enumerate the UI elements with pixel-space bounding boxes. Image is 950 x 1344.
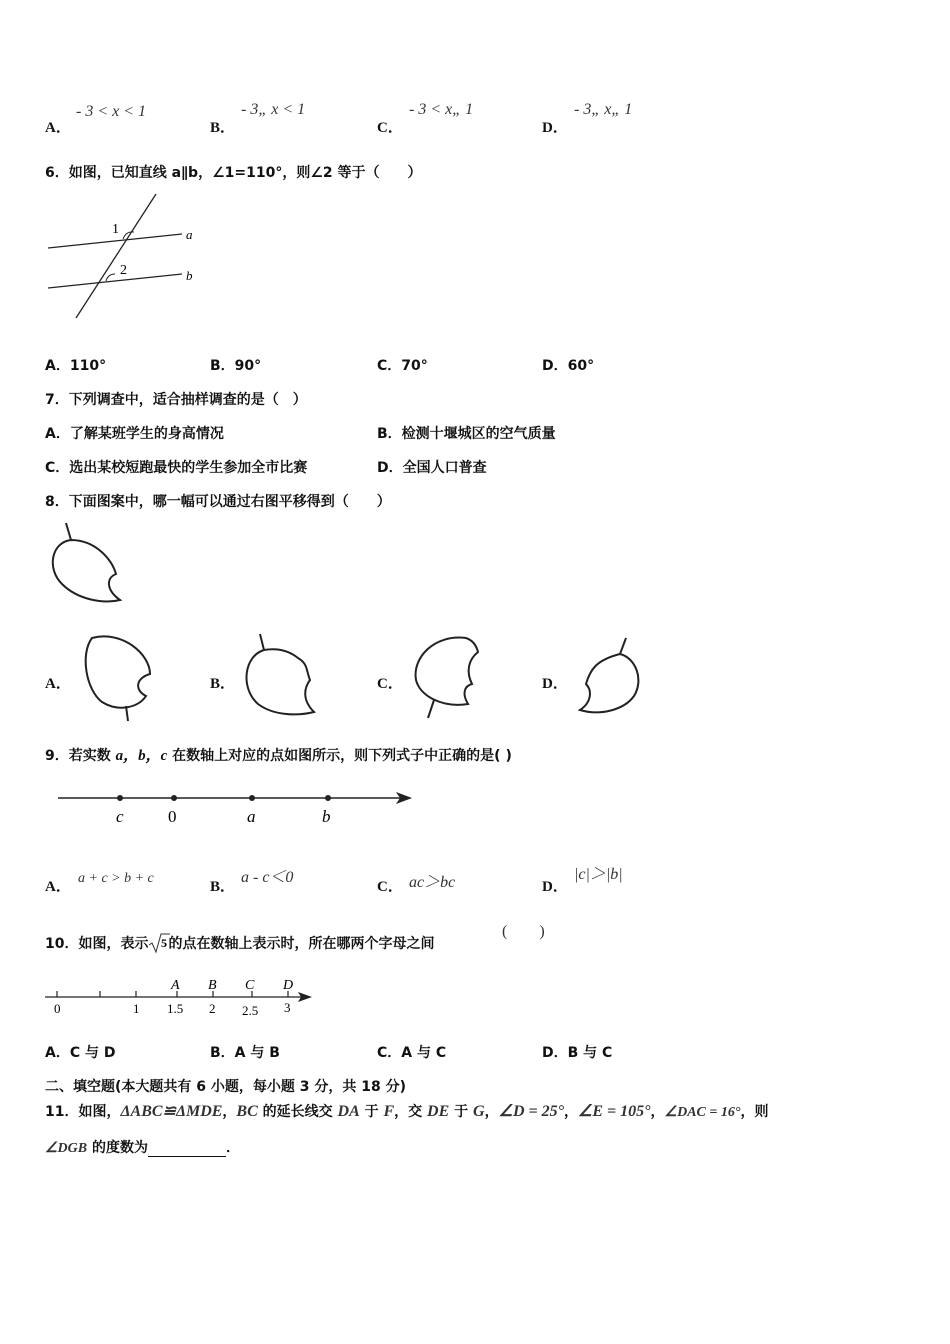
leaf-option-d-icon [572,630,652,720]
transversal-line [76,194,156,318]
q7-option-d: D．全国人口普查 [377,460,487,476]
q9-stem: 9．若实数 a，b，c 在数轴上对应的点如图所示，则下列式子中正确的是( ) [45,748,512,764]
q5-option-d-label: D． [542,120,568,136]
q7-option-a: A．了解某班学生的身高情况 [45,426,224,442]
q8-stem: 8．下面图案中，哪一幅可以通过右图平移得到（ ） [45,494,391,510]
q7-option-b: B．检测十堰城区的空气质量 [377,426,556,442]
leaf-option-c-icon [408,630,488,722]
tick-2-5: 2.5 [242,1003,259,1018]
q9-option-b-label: B． [210,879,236,895]
label-b: b [322,807,331,826]
q10-option-d: D．B 与 C [542,1045,613,1061]
point-0 [171,795,177,801]
q6-option-b: B．90° [210,358,262,374]
q8-option-a-label: A． [45,676,71,692]
line-b [48,274,182,288]
q9-option-d-label: D． [542,879,568,895]
letter-c: C [245,978,255,993]
label-a: a [247,807,256,826]
svg-text:5: 5 [161,936,168,950]
q9-option-d-text: |c|＞|b| [574,866,623,883]
angle-2-label: 2 [120,263,127,278]
q9-option-b-text: a - c＜0 [241,869,294,886]
q5-option-c-text: - 3 < x„ 1 [409,101,474,118]
q5-option-d-text: - 3„ x„ 1 [574,101,633,118]
point-a [249,795,255,801]
q10-option-b: B．A 与 B [210,1045,280,1061]
q9-option-c-text: ac＞bc [409,874,456,891]
leaf-option-a-icon [78,628,158,723]
q8-option-b-label: B． [210,676,236,692]
q9-number-line [50,780,420,830]
q6-stem: 6．如图，已知直线 a∥b，∠1=110°，则∠2 等于（ ） [45,165,422,181]
q10-answer-paren: ( ) [502,923,545,940]
q5-option-c-label: C． [377,120,403,136]
q5-option-a-text: - 3 < x < 1 [76,103,147,120]
q7-option-c: C．选出某校短跑最快的学生参加全市比赛 [45,460,308,476]
parallel-lines-figure [40,188,210,323]
q8-option-d-label: D． [542,676,568,692]
leaf-option-b-icon [238,630,323,720]
q8-option-c-label: C． [377,676,403,692]
tick-1: 1 [133,1001,140,1016]
q10-number-line [40,970,320,1022]
q11-stem-line-1: 11．如图，ΔABC≌ΔMDE，BC 的延长线交 DA 于 F，交 DE 于 G，∠D = 25°，∠E = 105°，∠DAC = 16°，则 [45,1103,769,1120]
q11-stem-line-2: ∠DGB 的度数为 ． [45,1140,240,1156]
tick-1-5: 1.5 [167,1001,184,1016]
tick-0: 0 [54,1001,61,1016]
angle-1-label: 1 [112,222,119,237]
q5-option-a-label: A． [45,120,71,136]
leaf-reference-figure [40,518,140,610]
q10-option-c: C．A 与 C [377,1045,447,1061]
q5-option-b-text: - 3„ x < 1 [241,101,306,118]
q9-option-a-label: A． [45,879,71,895]
tick-2: 2 [209,1001,216,1016]
q6-option-c: C．70° [377,358,428,374]
q6-option-a: A．110° [45,358,107,374]
angle-2-arc [106,274,115,281]
q6-option-d: D．60° [542,358,595,374]
q9-option-c-label: C． [377,879,403,895]
section-2-title: 二、填空题(本大题共有 6 小题，每小题 3 分，共 18 分) [45,1079,407,1095]
letter-d: D [283,978,294,993]
point-b [325,795,331,801]
q7-stem: 7．下列调查中，适合抽样调查的是（ ） [45,392,307,408]
point-c [117,795,123,801]
label-c: c [116,807,124,826]
answer-blank[interactable] [148,1142,226,1157]
q9-option-a-text: a + c > b + c [78,871,154,886]
label-0: 0 [168,807,177,826]
letter-b: B [208,978,217,993]
letter-a: A [171,978,180,993]
q5-option-b-label: B． [210,120,236,136]
q10-stem: 10．如图，表示 5 的点在数轴上表示时，所在哪两个字母之间 [45,936,435,952]
tick-3: 3 [284,1000,291,1015]
line-a-label: a [186,227,193,242]
line-b-label: b [186,268,193,283]
q10-option-a: A．C 与 D [45,1045,116,1061]
